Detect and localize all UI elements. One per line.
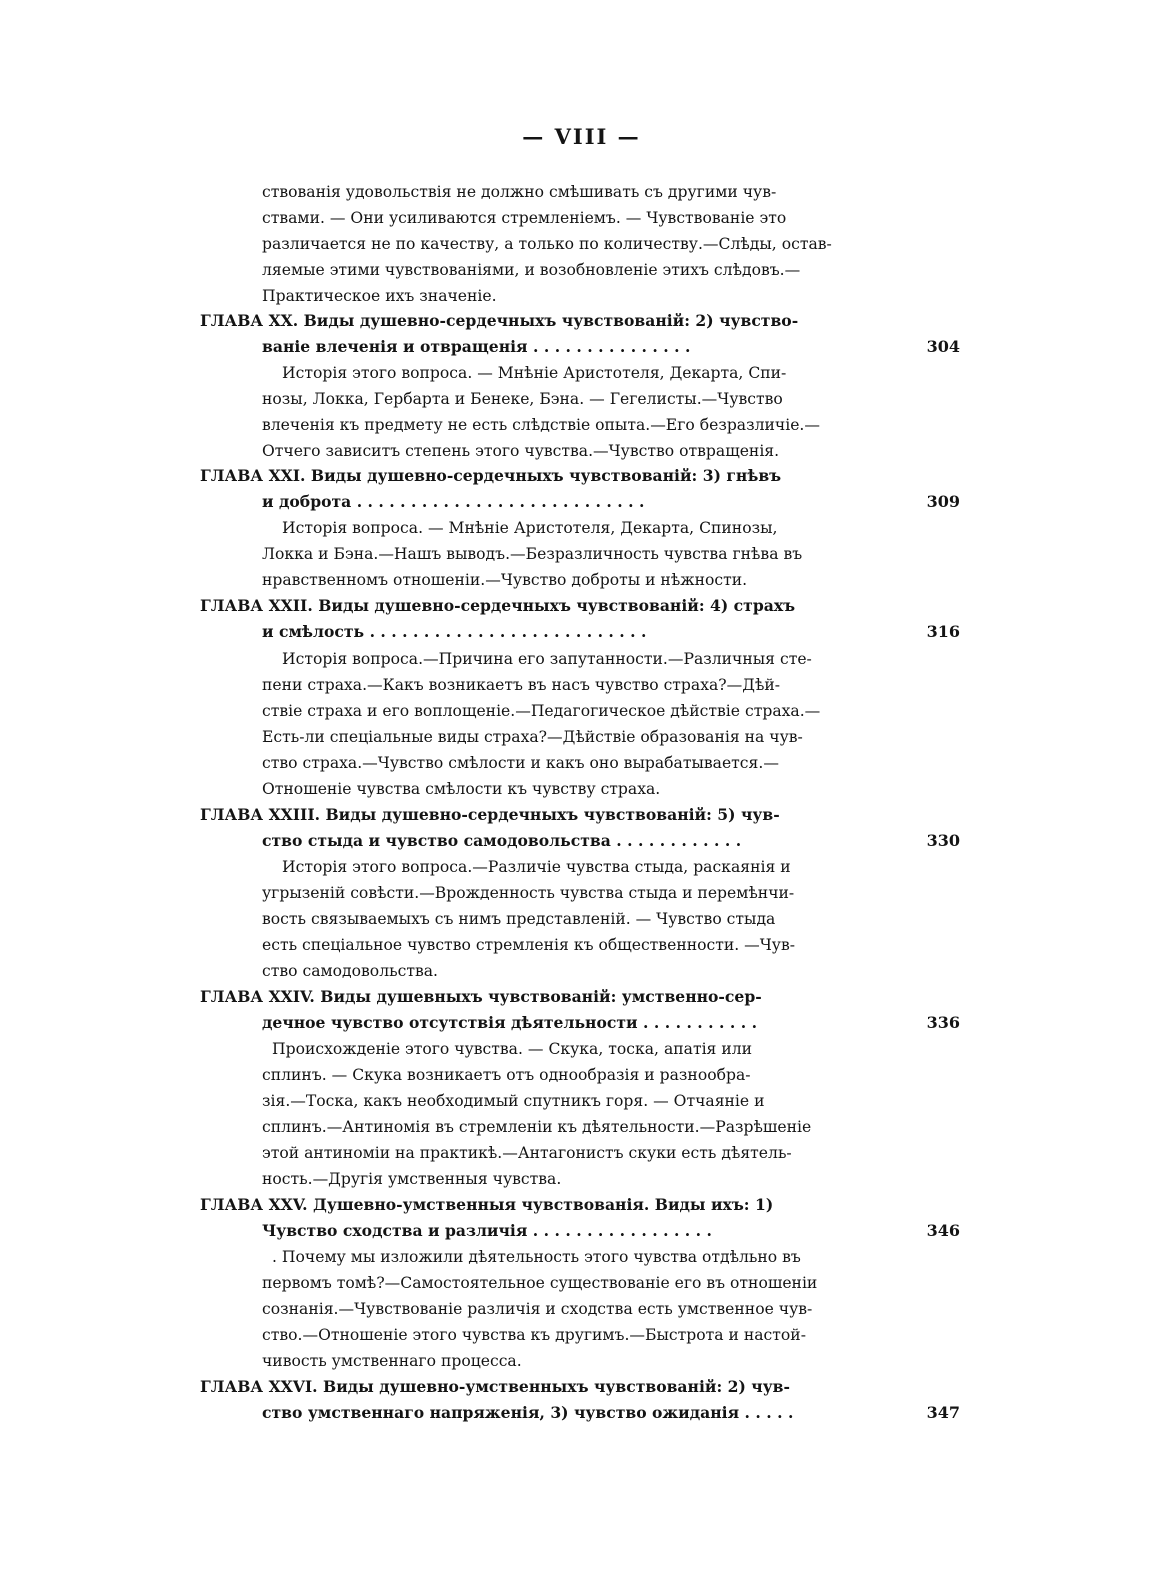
- toc-line: Исторія этого вопроса.—Различіе чувства стыда, раскаянія и: [282, 858, 791, 876]
- toc-line: ляемые этими чувствованіями, и возобновленіе этихъ слѣдовъ.—: [262, 261, 801, 279]
- chapter-title: дечное чувство отсутствія дѣятельности . . . . . . . . . . .: [262, 1013, 758, 1032]
- toc-line: чивость умственнаго процесса.: [262, 1352, 522, 1370]
- running-head: — VIII —: [522, 124, 641, 149]
- chapter-title: Чувство сходства и различія . . . . . . . . . . . . . . . . .: [262, 1221, 712, 1240]
- chapter-title: ство умственнаго напряженія, 3) чувство ожиданія . . . . .: [262, 1403, 794, 1422]
- toc-line: ствованія удовольствія не должно смѣшивать съ другими чув-: [262, 183, 777, 201]
- chapter-title: ГЛАВА XXI. Виды душевно-сердечныхъ чувствованій: 3) гнѣвъ: [200, 466, 782, 485]
- page-number: 346: [926, 1221, 960, 1240]
- toc-line: сплинъ.—Антиномія въ стремленіи къ дѣятельности.—Разрѣшеніе: [262, 1118, 812, 1136]
- page-number: 304: [926, 337, 960, 356]
- chapter-title: ГЛАВА XXVI. Виды душевно-умственныхъ чувствованій: 2) чув-: [200, 1377, 790, 1396]
- toc-line: угрызеній совѣсти.—Врожденность чувства стыда и перемѣнчи-: [262, 884, 795, 902]
- toc-line: Отчего зависитъ степень этого чувства.—Чувство отвращенія.: [262, 442, 780, 460]
- toc-line: зія.—Тоска, какъ необходимый спутникъ горя. — Отчаяніе и: [262, 1092, 765, 1110]
- chapter-title: ГЛАВА XXIV. Виды душевныхъ чувствованій: умственно-сер-: [200, 987, 762, 1006]
- toc-line: сплинъ. — Скука возникаетъ отъ однообразія и разнообра-: [262, 1066, 751, 1084]
- toc-line: Есть-ли спеціальные виды страха?—Дѣйствіе образованія на чув-: [262, 728, 803, 746]
- toc-line: нозы, Локка, Гербарта и Бенеке, Бэна. — Гегелисты.—Чувство: [262, 390, 783, 408]
- chapter-title: ГЛАВА XXII. Виды душевно-сердечныхъ чувствованій: 4) страхъ: [200, 596, 796, 615]
- toc-line: ство страха.—Чувство смѣлости и какъ оно вырабатывается.—: [262, 754, 779, 772]
- toc-line: есть спеціальное чувство стремленія къ общественности. —Чув-: [262, 936, 796, 954]
- toc-line: первомъ томѣ?—Самостоятельное существованіе его въ отношеніи: [262, 1274, 818, 1292]
- page-number: 330: [926, 831, 960, 850]
- toc-line: Происхожденіе этого чувства. — Скука, тоска, апатія или: [272, 1040, 753, 1058]
- toc-line: Локка и Бэна.—Нашъ выводъ.—Безразличность чувства гнѣва въ: [262, 545, 803, 563]
- chapter-title: ГЛАВА XXV. Душевно-умственныя чувствованія. Виды ихъ: 1): [200, 1195, 774, 1214]
- chapter-title: ваніе влеченія и отвращенія . . . . . . . . . . . . . . .: [262, 337, 691, 356]
- toc-line: ствами. — Они усиливаются стремленіемъ. — Чувствованіе это: [262, 209, 787, 227]
- toc-line: Исторія этого вопроса. — Мнѣніе Аристотеля, Декарта, Спи-: [282, 364, 787, 382]
- chapter-title: ство стыда и чувство самодовольства . . . . . . . . . . . .: [262, 831, 742, 850]
- toc-line: вость связываемыхъ съ нимъ представленій. — Чувство стыда: [262, 910, 776, 928]
- toc-line: этой антиноміи на практикѣ.—Антагонистъ скуки есть дѣятель-: [262, 1144, 792, 1162]
- toc-line: ство самодовольства.: [262, 962, 438, 980]
- toc-line: ство.—Отношеніе этого чувства къ другимъ.—Быстрота и настой-: [262, 1326, 806, 1344]
- chapter-title: ГЛАВА XX. Виды душевно-сердечныхъ чувствованій: 2) чувство-: [200, 311, 799, 330]
- chapter-title: ГЛАВА XXIII. Виды душевно-сердечныхъ чувствованій: 5) чув-: [200, 805, 780, 824]
- toc-line: Исторія вопроса.—Причина его запутанности.—Различныя сте-: [282, 650, 812, 668]
- toc-line: влеченія къ предмету не есть слѣдствіе опыта.—Его безразличіе.—: [262, 416, 820, 434]
- toc-line: ность.—Другія умственныя чувства.: [262, 1170, 562, 1188]
- chapter-title: и смѣлость . . . . . . . . . . . . . . . . . . . . . . . . . .: [262, 622, 647, 641]
- toc-line: Исторія вопроса. — Мнѣніе Аристотеля, Декарта, Спинозы,: [282, 519, 778, 537]
- toc-line: сознанія.—Чувствованіе различія и сходства есть умственное чув-: [262, 1300, 813, 1318]
- toc-line: . Почему мы изложили дѣятельность этого чувства отдѣльно въ: [272, 1248, 801, 1266]
- toc-line: различается не по качеству, а только по количеству.—Слѣды, остав-: [262, 235, 832, 253]
- page-number: 309: [926, 492, 960, 511]
- toc-line: нравственномъ отношеніи.—Чувство доброты и нѣжности.: [262, 571, 748, 589]
- toc-line: пени страха.—Какъ возникаетъ въ насъ чувство страха?—Дѣй-: [262, 676, 781, 694]
- page-number: 347: [926, 1403, 960, 1422]
- toc-line: Отношеніе чувства смѣлости къ чувству страха.: [262, 780, 661, 798]
- page-number: 336: [926, 1013, 960, 1032]
- toc-line: Практическое ихъ значеніе.: [262, 287, 497, 305]
- chapter-title: и доброта . . . . . . . . . . . . . . . . . . . . . . . . . . .: [262, 492, 645, 511]
- page-number: 316: [926, 622, 960, 641]
- toc-line: ствіе страха и его воплощеніе.—Педагогическое дѣйствіе страха.—: [262, 702, 821, 720]
